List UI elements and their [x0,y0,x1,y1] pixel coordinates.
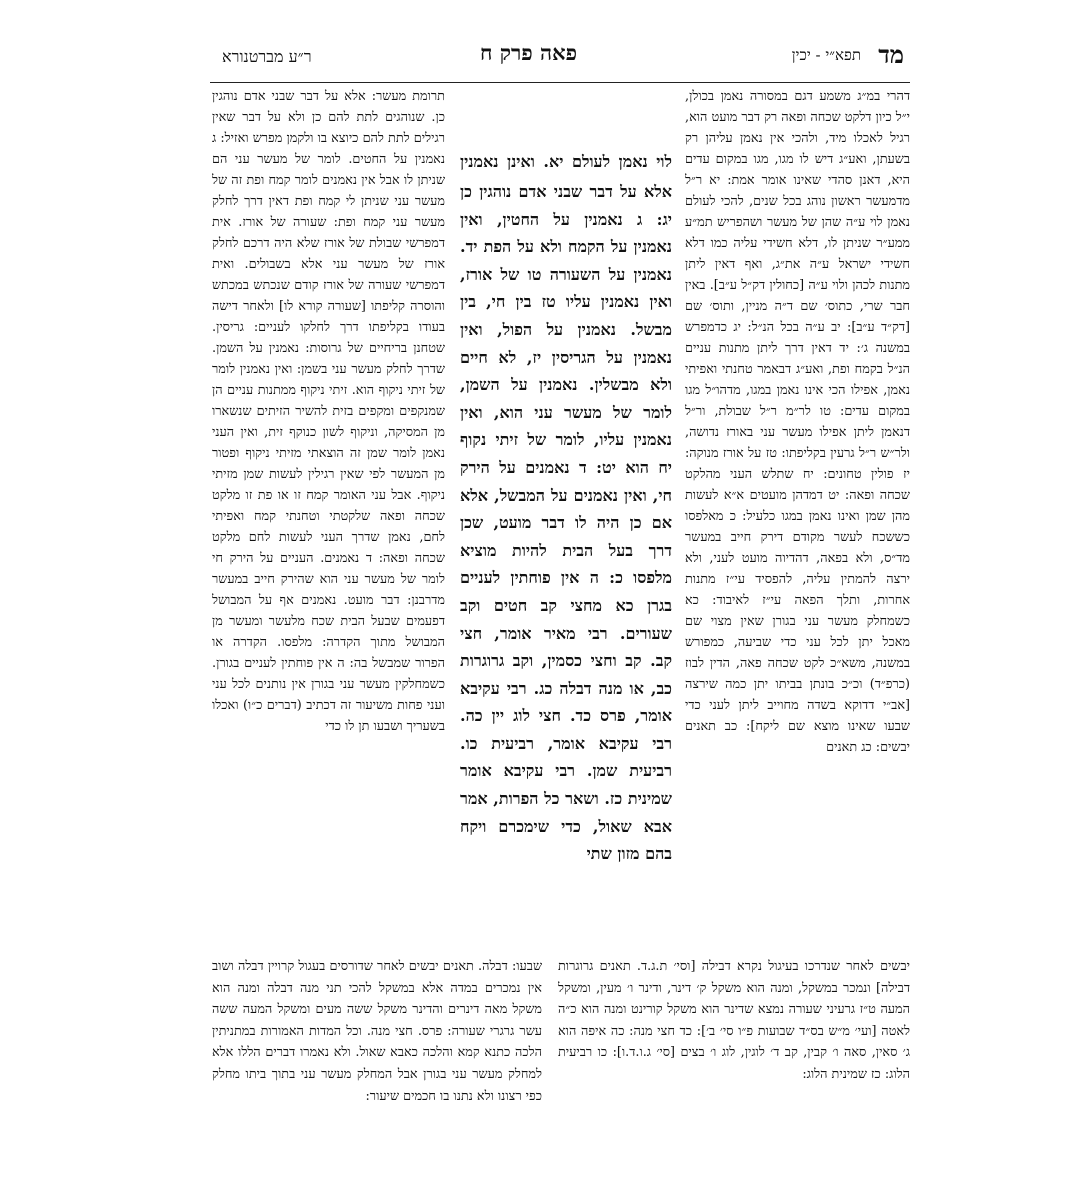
mishnah-lead [460,148,672,178]
bartenura-continuation [212,956,542,1158]
chapter-title: פאה פרק ח [480,40,578,65]
header-rule [210,82,910,83]
tiferet-yisrael-commentary [685,86,910,956]
mishnah-text: אלא על דבר שבני אדם נוהגין כן יג: ג נאמנין על החטין, ואין נאמנין על הקמח ולא על הפת יד. נאמנין על השעורה טו של אורז, ואין נאמנין עליו טז בין חי, בין מבשל. נאמנין על הפול, ואין נאמנין על הגריסין יז, לא חיים ולא מבשלין. נאמנין על השמן, לומר של מעשר עני הוא, ואין נאמנין עליו, לומר של זיתי נקוף יח הוא יט: ד נאמנים על הירק חי, ואין נאמנים על המבשל, אלא אם כן היה לו דבר מועט, שכן דרך בעל הבית להיות מוציא מלפסו כ: ה אין פוחתין לעניים בגרן כא מחצי קב חטים וקב שעורים. רבי מאיר אומר, חצי קב. קב וחצי כסמין, וקב גרוגרות כב, או מנה דבלה כג. רבי עקיבא אומר, פרס כד. חצי לוג יין כה. רבי עקיבא אומר, רביעית כו. רביעית שמן. רבי עקיבא אומר שמינית כז. ושאר כל הפרות, אמר אבא שאול, כדי שימכרם ויקח בהם מזון שתי [460,182,672,864]
page-number: מד [878,40,904,69]
bottom-section [212,956,910,1158]
bartenura-header: ר״ע מברטנורא [222,47,312,66]
mishnah-lead-text: לוי נאמן לעולם יא. ואינן נאמנין [460,152,672,171]
tiferet-yisrael-continuation-text: יבשים לאחר שנדרכו בעיגול נקרא דבילה [וסי׳ ת.ג.ד. תאנים גרוגרות דבילה] ונמכר במשקל, ומנה הוא משקל ק׳ דינר, ודינר ו׳ מעין, ומשקל המעה ט״ז גרעיני שעורה נמצא שדינר הוא משקל קורינט ומנה הוא כ״ה לאטה [ועי׳ מ״ש בס״ד שבועות פ״ו סי׳ ב׳]: כד חצי מנה: כה איפה הוא ג׳ סאין, סאה ו׳ קבין, קב ד׳ לוגין, לוג ו׳ בצים [סי׳ ג.ו.ד.ו]: כו רביעית הלוג: כז שמינית הלוג: [558,959,910,1082]
bartenura-text: תרומת מעשר: אלא על דבר שבני אדם נוהגין כן. שנוהגים לתת להם כן ולא על דבר שאין רגילים לתת להם כיוצא בו ולקמן מפרש ואזיל: ג נאמנין על החטים. לומר של מעשר עני הם שניתן לו אבל אין נאמנים לומר קמח ופת זה של מעשר עני שניתן לי קמח ופת דאין דרך לחלק מעשר עני קמח ופת: שעורה של אורז. אית דמפרשי שבולת של אורז שלא היה דרכם לחלק אורז של מעשר עני אלא בשבולים. ואית דמפרשי שעורה של אורז קודם שנכתש במכתש והוסרה קליפתו [שעורה קורא לו] ולאחר דישה בעודו בקליפתו דרך לחלקו לעניים: גריסין. שטחנן בריחיים של גרוסות: נאמנין על השמן. שדרך לחלק מעשר עני בשמן: ואין נאמנין לומר של זיתי ניקוף הוא. זיתי ניקוף ממתנות עניים הן שמנקפים ומקפים בזית להשיר הזיתים שנשארו מן המסיקה, וניקוף לשון כנוקף זית, ואין העני נאמן לומר שמן זה הוצאתי מזיתי ניקוף ופטור מן המעשר לפי שאין רגילין לעשות שמן מזיתי ניקוף. אבל עני האומר קמח זו או פת זו מלקט שכחה ופאה שלקטתי וטחנתי קמח ואפיתי לחם, נאמן שדרך העני לעשות לחם מלקט שכחה ופאה: ד נאמנים. העניים על הירק חי לומר של מעשר עני הוא שהירק חייב במעשר מדרבנן: דבר מועט. נאמנים אף על המבושל דפעמים שבעל הבית שכח מלעשר ומעשר מן המבושל מתוך הקדרה: מלפסו. הקדרה או הפרור שמבשל בה: ה אין פוחתין לעניים בגורן. כשמחלקין מעשר עני בגורן אין נותנים לכל עני ועני פחות משיעור זה דכתיב (דברים כ״ו) ואכלו בשעריך ושבעו תן לו כדי [212,89,445,734]
bartenura-commentary [212,86,445,948]
mishnah-text-block [460,178,672,948]
tiferet-yisrael-continuation [558,956,910,1158]
tiferet-yisrael-text: דהרי במ״ג משמע דגם במסורה נאמן בכולן, י״ל כיון דלקט שכחה ופאה רק דבר מועט הוא, רגיל לאכלו מיד, ולהכי אין נאמן עליהן רק בשעתן, ואע״ג דיש לו מגו, מגו במקום עדים היא, דאנן סהדי שאינו אומר אמת: יא ר״ל מדמעשר ראשון נוהג בכל שנים, להכי לעולם נאמן לוי ע״ה שהן של מעשר ושהפריש תמ״ע ממע״ר שניתן לו, דלא חשידי עליה כמו דלא חשידי ישראל ע״ה את״ג, ואף דאין ליתן מתנות לכהן ולוי ע״ה [כחולין דק״ל ע״ב]. באין חבר שרי, כתוס׳ שם ד״ה מניין, ותוס׳ שם [דק״ד ע״ב]: יב ע״ה בכל הנ״ל: יג כדמפרש במשנה ג׳: יד דאין דרך ליתן מתנות עניים הנ״ל בקמח ופת, ואע״ג דבאמר טחנתי ואפיתי נאמן, אפילו הכי אינו נאמן במגו, מדהו״ל מגו במקום עדים: טו לר״מ ר״ל שבולת, ור״ל דנאמן ליתן אפילו מעשר עני באורז נדושה, ולר״ש ר״ל גרעין בקליפתו: טז על אורז מנוקה: יז פולין טחונים: יח שתלש העני מהלקט שכחה ופאה: יט דמדהן מועטים א״א לעשות מהן שמן ואינו נאמן במגו כלעיל: כ מאלפסו כששכח לעשר מקודם דירק חייב במעשר מד״ס, ולא בפאה, דהדיוה מועט לעני, ולא ירצה להמתין עליה, להפסיד עי״ז מתנות אחרות, ותלך הפאה עי״ז לאיבוד: כא כשמחלק מעשר עני בגורן שאין מצוי שם מאכל יתן לכל עני כדי שביעה, כמפורש במשנה, משא״כ לקט שכחה פאה, הדין לבוז (כרפ״ד) וכ״כ בונתן בביתו יתן כמה שירצה [אב״י דדוקא בשדה מחוייב ליתן לעני כדי שבעו שאינו מוצא שם ליקח]: כב תאנים יבשים: כג תאנים [685,89,910,755]
bartenura-continuation-text: שבעו: דבלה. תאנים יבשים לאחר שדורסים בעגול קרויין דבלה ושוב אין נמכרים במדה אלא במשקל להכי תני מנה דבלה ומנה הוא משקל מאה דינרים והדינר משקל ששה מעים ומשקל המעה ששה עשר גרגרי שעורה: פרס. חצי מנה. וכל המדות האמורות במתניתין הלכה כתנא קמא והלכה כאבא שאול. ולא נאמרו דברים הללו אלא למחלק מעשר עני בגורן אבל המחלק מעשר עני בתוך ביתו מחלק כפי רצונו ולא נתנו בו חכמים שיעור: [212,959,542,1104]
tiferet-yisrael-header: תפא״י - יכין [791,46,861,64]
